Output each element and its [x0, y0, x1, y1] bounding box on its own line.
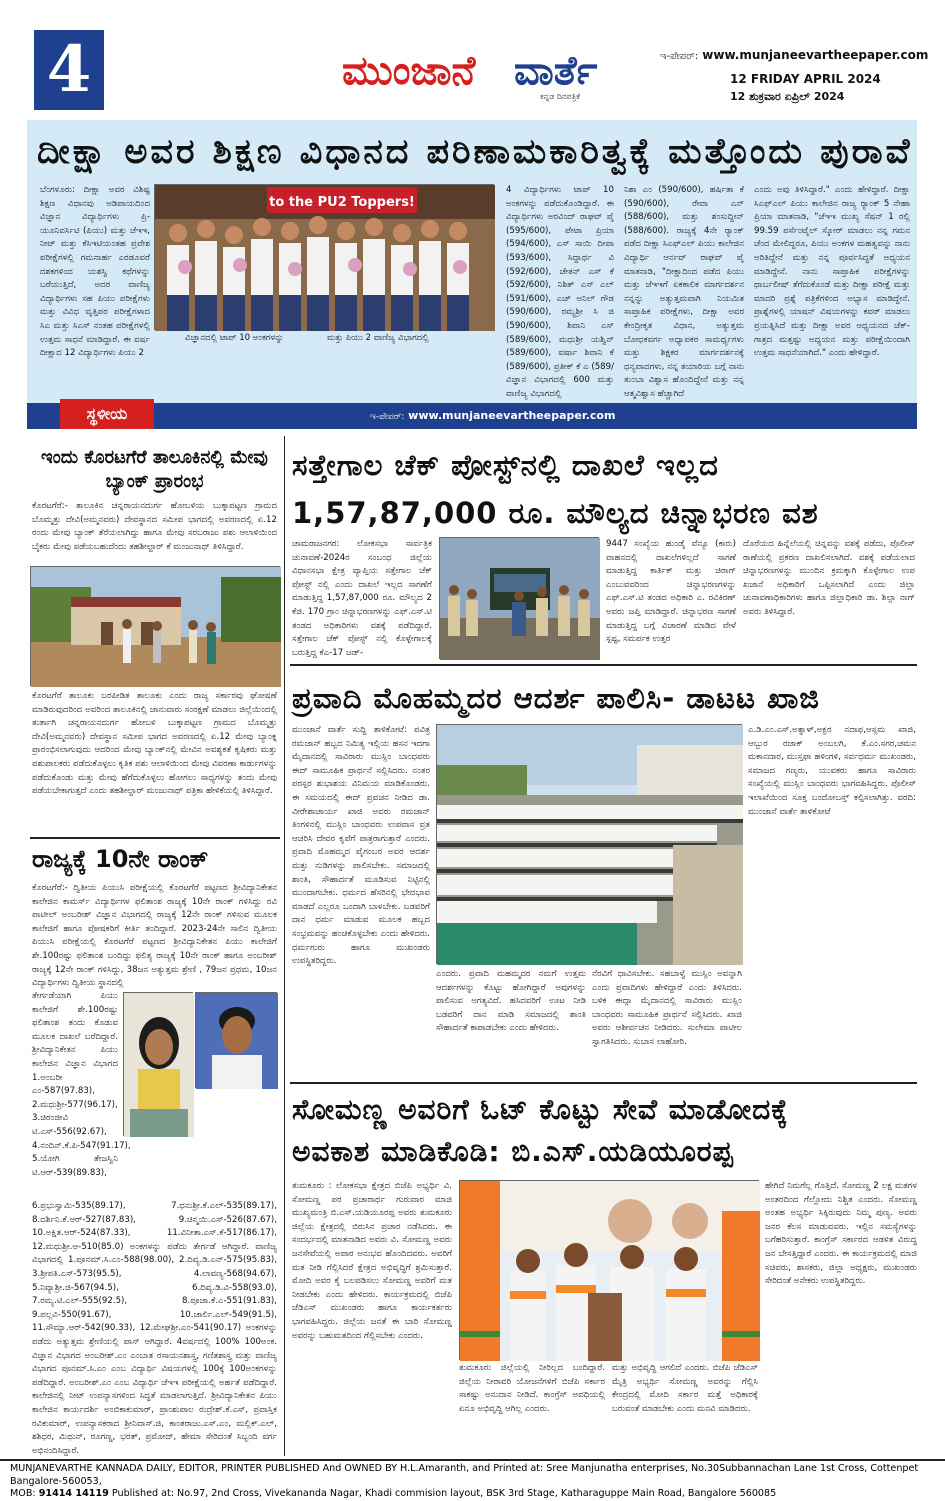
epaper-prefix: ಇ-ಪೇಪರ್: — [660, 51, 699, 62]
student-photo-girl — [123, 992, 193, 1136]
newspaper-logo — [342, 44, 632, 92]
top-story-column-4: ಎಂದು ಅವು ತಿಳಿಸಿದ್ದಾರೆ." ಎಂದು ಹೇಳಿದ್ದಾರೆ. ದೀಕ್ಷಾ ಸಿಎಫ್ಎಲ್ ಪಿಯು ಕಾಲೇಜಿನ ರಾಜ್ಯ ರ‍್ಯಾಂಕ್ 5 ನೇಹಾ ಪ್ರಿಯಾ ಮಾತನಾಡಿ, "ಜೆಇಇ ಮುಖ್ಯ ಸೆಷನ್ 1 ರಲ್ಲಿ 99.59 ಪರ್ಸೆಂಟೈಲ್ ಸ್ಕೋರ್ ಮಾಡಲು ನನ್ನ ಗಮನ ಚೆಂದ ಮೇಲಿದ್ದರೂ, ಪಿಯು ಅಂಕಗಳ ಮಹತ್ವವನ್ನು ನಾನು ಅರಿತಿದ್ದೇನೆ ಮತ್ತು ನನ್ನ ಪೂರ್ವಸಿದ್ಧತೆ ಅಧ್ಯಯನ ಮಾಡಿದ್ದೇನೆ. ನಾನು ಸಾಪ್ತಾಹಿಕ ಪರೀಕ್ಷೆಗಳನ್ನು ಥಾರ್ಬಲೀಷ್ ತೆಗೆದುಕೊಂಡೆ ಮತ್ತು ದೀಕ್ಷಾ ಪರೀಕ್ಷೆ ಮತ್ತು ಮಾದರಿ ಪ್ರಶ್ನೆ ಪತ್ರಿಕೆಗಳಿಂದ ಅಭ್ಯಾಸ ಮಾಡಿದ್ದೇನೆ. ಪ್ರಾಶ್ನೆಗಳಲ್ಲಿ ಯಾಷನ್ ವಿಷಯಗಳನ್ನು ಕವರ್ ಮಾಡಲು ಪ್ರಯತ್ನಿಸಿದೆ ಮತ್ತು ದೀಕ್ಷಾ ಅವರ ಅಧ್ಯಯನದ ಚೆಕ್-ಗಾತ್ರದ ಮತ್ತಷ್ಟು ಅಧ್ಯಯನ ಮತ್ತು ಪರೀಕ್ಷೆಯಿಂದಾಗಿ ಉತ್ತಮ ಸಾಧನೆಯಾಗಿದೆ." ಎಂದು ಹೇಳಿದ್ದಾರೆ. — [754, 185, 910, 359]
prayer-photo — [436, 724, 742, 964]
imprint-line-2 — [10, 1488, 935, 1501]
epaper-url[interactable]: www.munjaneevartheepaper.com — [702, 48, 929, 62]
prophet-column-right: ಎ.ಡಿ.ಎಂ.ಎಸ್.ಅತ್ನಾಳ್,ಅಕ್ಬರ ನದಾಫ,ಆಸ್ಲಮ ಖಾಜಿ, ಆಬ್ಬುರ ರಜಾಕ್ ಅಂಬಲಗಿ, ಕೆ.ಎಂ.ಸಗರ,ಚಮನ ಮಕಾನದಾರ, ಮುಸ್ತಫಾ ಹಳಿಂಗಳಿ, ಸರ್ವಧರ್ಮ ಮುಖಂಡರು, ಸಮಾಜದ ಗಣ್ಯರು, ಯುವಕರು ಹಾಗೂ ಸಾವಿರಾರು ಸಂಖ್ಯೆಯಲ್ಲಿ ಮುಸ್ಲಿಂ ಬಾಂಧವರು ಭಾಗವಹಿಸಿದ್ದರು. ಪೊಲೀಸ್ ಇಲಾಖೆಯಿಂದ ಸೂಕ್ತ ಬಂದೋಬಸ್ತ್ ಕಲ್ಪಿಸಲಾಗಿತ್ತು. ವರದಿ: ಮುಂಜಾನೆ ವಾರ್ತೆ ತಾಳಿಕೋಟೆ — [748, 725, 916, 817]
rank-story-intro: ಕೊರಟಗೆರೆ:- ದ್ವಿತೀಯ ಪಿಯುಸಿ ಪರೀಕ್ಷೆಯಲ್ಲಿ ಕೊರಟಗೆರೆ ಪಟ್ಟಣದ ಶ್ರೀವಿದ್ಯಾನಿಕೇತನ ಕಾಲೇಜಿನ ಕಾಮರ್ಸ್ ವಿದ್ಯಾರ್ಥಿಗಳ ಫಲಿತಾಂಶ ರಾಜ್ಯಕ್ಕೆ 10ನೇ ರಾಂಕ್ ಗಳಿಸಿದ್ದು ರವಿ ಪಾಟೀಲ್ ಅಂಬರೀಶ್ ವಿಜ್ಞಾನ ವಿಭಾಗದಲ್ಲಿ ರಾಜ್ಯಕ್ಕೆ 12ನೇ ರಾಂಕ್ ಗಳಿಸುವ ಮೂಲಕ ಕಾಲೇಜಿಗೆ ಹಾಗೂ ಪೋಷಕರಿಗೆ ಕೀರ್ತಿ ತಂದಿದ್ದಾರೆ. 2023-24ನೇ ಸಾಲಿನ ದ್ವಿತೀಯ ಪಿಯುಸಿ ಪರೀಕ್ಷೆಯಲ್ಲಿ ಕೊರಟಗೆರೆ ಪಟ್ಟಣದ ಶ್ರೀವಿದ್ಯಾನಿಕೇತನ ಪಿಯು ಕಾಲೇಜಿಗೆ ಶೇ.100ರಷ್ಟು ಫಲಿತಾಂಶ ಬಂದಿದ್ದು ಫಲಿತ್ಯ ರಾಜ್ಯಕ್ಕೆ 10ನೇ ರಾಂಕ್ ಹಾಗೂ ಅಂಬರೀಶ್ ರಾಜ್ಯಕ್ಕೆ 12ನೇ ರಾಂಕ್ ಗಳಿಸಿದ್ದು, 38ಜನ ಅತ್ಯುತ್ತಮ ಶ್ರೇಣಿ , 79ಜನ ಪ್ರಥಮ, 10ಜನ ವಿದ್ಯಾರ್ಥಿಗಳು ದ್ವಿತೀಯ ಸ್ಥಾನದಲ್ಲಿ — [32, 883, 277, 989]
photo-banner-text: to the PU2 Toppers! — [269, 195, 415, 210]
checkpost-column-2: 9447 ಸಂಖ್ಯೆಯ ಹುಂಡೈ ವೆನ್ಯೂ (ಕಾರು) ವಾಹನದಲ್ಲಿ ದಾಖಲೆಗಳಿಲ್ಲದೆ ಸಾಗಣೆ ಮಾಡುತ್ತಿದ್ದ ಕಾರ್ತಿಕ್ ಮತ್ತು ಚಿರಾಗ್ ಎಂಬುವವರಿಂದ ಚಿನ್ನಾಭರಣಗಳನ್ನು ಎಫ್.ಎಸ್.ಟಿ ತಂಡದ ಅಧಿಕಾರಿ ಎ. ರವಿಕಿರಣ್ ಅವರು ಜಪ್ತಿ ಮಾಡಿದ್ದಾರೆ. ಚಿನ್ನಾಭರಣ ಸಾಗಣೆ ಮಾಡುತ್ತಿದ್ದ ಬಗ್ಗೆ ವಿಚಾರಣೆ ಮಾಡಿದ ವೇಳೆ ಸ್ಪಷ್ಟ, ಸಮರ್ಪಕ ಉತ್ತರ — [606, 539, 736, 645]
newspaper-tagline: ಕನ್ನಡ ದಿನಪತ್ರಿಕೆ — [540, 92, 581, 101]
top-story-column-1: ಬೆಂಗಳೂರು: ದೀಕ್ಷಾ ಅವರ ವಿಶಿಷ್ಟ ಶಿಕ್ಷಣ ವಿಧಾನವು ಅಡಿಪಾಯದಿಂದ ವಿಜ್ಞಾನ ವಿದ್ಯಾರ್ಥಿಗಳು ಪ್ರಿ-ಯೂನಿವರ್ಸಿಟಿ (ಪಿಯು) ಮತ್ತು ಜೆಇಇ, ನೀಟ್ ಮತ್ತು ಕೆಸಿಇಟಿಯಂತಹ ಪ್ರವೇಶ ಪರೀಕ್ಷೆಗಳಲ್ಲಿ ಗಮನಾರ್ಹ ಎರಡೂವರೆ ದಶಕಗಳಿಂದ ಯಶಸ್ವಿ ಕಥೆಗಳನ್ನು ಬರೆಯುತ್ತಿದೆ, ಅದರ ವಾಣಿಜ್ಯ ವಿದ್ಯಾರ್ಥಿಗಳು ಸಹ ಪಿಯು ಪರೀಕ್ಷೆಗಳು ಮತ್ತು ವಿವಿಧ ವೃತ್ತಿಪರ ಪರೀಕ್ಷೆಗಳಾದ ಸಿಎ ಮತ್ತು ಸಿಎಸ್ ನಂತಹ ಪರೀಕ್ಷೆಗಳಲ್ಲಿ ಉತ್ತಮ ಸಾಧನೆ ಮಾಡಿದ್ದಾರೆ. ಈ ವರ್ಷ ದೀಕ್ಷಾದ 12 ವಿದ್ಯಾರ್ಥಿಗಳು ಪಿಯು 2 — [40, 185, 150, 359]
yeddyurappa-column-mid-1: ತುಮಕೂರು ಜಿಲ್ಲೆಯಲ್ಲಿ ನೀರಿಲ್ಲದ ಬಂದಿದ್ದಾರೆ. ಜಿಲ್ಲೆಯ ನೀರಾವರಿ ಯೋಜನೆಗಳಿಗೆ ಬಿಜೆಪಿ ಸರ್ಕಾರ ಸಾಕಷ್ಟು ಅನುದಾನ ನೀಡಿದೆ. ಕಾಂಗ್ರೆಸ್ ಅವಧಿಯಲ್ಲಿ ಏನೂ ಅಭಿವೃದ್ಧಿ ಆಗಿಲ್ಲ ಎಂದರು. — [459, 1363, 605, 1414]
page-number: 4 — [34, 30, 104, 110]
yeddyurappa-column-left: ತುಮಕೂರು : ಲೋಕಸಭಾ ಕ್ಷೇತ್ರದ ಬಿಜೆಪಿ ಅಭ್ಯರ್ಥಿ ವಿ. ಸೋಮಣ್ಣ ಪರ ಪ್ರಚಾರಾರ್ಥ ಗುರುವಾರ ಮಾಜಿ ಮುಖ್ಯಮಂತ್ರಿ ಬಿ.ಎಸ್.ಯಡಿಯೂರಪ್ಪ ಅವರು ತುಮಕೂರು ಜಿಲ್ಲೆಯ ಕ್ಷೇತ್ರದಲ್ಲಿ ಬಿರುಸಿನ ಪ್ರಚಾರ ನಡೆಸಿದರು. ಈ ಸಂದರ್ಭದಲ್ಲಿ ಮಾತನಾಡಿದ ಅವರು ವಿ. ಸೋಮಣ್ಣ ಅವರು ಜನಸೇವೆಯಲ್ಲಿ ಅಪಾರ ಅನುಭವ ಹೊಂದಿದವರು. ಅವರಿಗೆ ಮತ ನೀಡಿ ಗೆಲ್ಲಿಸಿದರೆ ಕ್ಷೇತ್ರದ ಅಭಿವೃದ್ಧಿಗೆ ಶ್ರಮಿಸುತ್ತಾರೆ. ಮೋದಿ ಅವರ ಕೈ ಬಲಪಡಿಸಲು ಸೋಮಣ್ಣ ಅವರಿಗೆ ಮತ ನೀಡಬೇಕು ಎಂದು ಹೇಳಿದರು. ಕಾರ್ಯಕ್ರಮದಲ್ಲಿ ಬಿಜೆಪಿ ಜೆಡಿಎಸ್ ಮುಖಂಡರು ಹಾಗೂ ಕಾರ್ಯಕರ್ತರು ಭಾಗವಹಿಸಿದ್ದರು. ಜಿಲ್ಲೆಯ ಜನತೆ ಈ ಬಾರಿ ಸೋಮಣ್ಣ ಅವರನ್ನು ಬಹುಮತದಿಂದ ಗೆಲ್ಲಿಸಬೇಕು ಎಂದರು. — [292, 1181, 452, 1341]
section-epaper-link[interactable] — [370, 409, 615, 422]
imprint-footer — [0, 1463, 945, 1501]
photo-caption-left: ವಿಜ್ಞಾನದಲ್ಲಿ ಟಾಪ್ 10 ಅಂಕಗಳನ್ನು — [185, 333, 284, 343]
rank-story-side: ತೇರ್ಗಡೆಯಾಗಿ ಪಿಯು ಕಾಲೇಜಿಗೆ ಶೇ.100ರಷ್ಟು ಫಲಿತಾಂಶ ತಂದು ಕೊಡುವ ಮೂಲಕ ದಾಖಲೆ ಬರೆದಿದ್ದಾರೆ. ಶ್ರೀವಿದ್ಯಾನಿಕೇತನ ಪಿಯು ಕಾಲೇಜಿನ ವಿಜ್ಞಾನ ವಿಭಾಗದ 1.ಅಂಬರೀ ಎಂ-587(97.83), 2.ಮಧುಶ್ರೀ-577(96.17), 3.ಚಿರಂಜೀವಿ ಟಿ.ಎಸ್-556(92.67), 4.ನಂದಿನ್.ಕೆ.ಪಿ-547(91.17), 5.ಯೋಗಿ ತೇಜಸ್ವಿನಿ ಟಿ.ಆರ್-539(89.83), — [32, 991, 131, 1178]
section-epaper-url[interactable]: www.munjaneevartheepaper.com — [408, 409, 616, 422]
mobile-label: MOB: — [10, 1488, 36, 1499]
checkpost-column-3: ದೊರೆಯದ ಹಿನ್ನೆಲೆಯಲ್ಲಿ ಚಿನ್ನವನ್ನು ವಶಕ್ಕೆ ಪಡೆದು, ಪೊಲೀಸ್ ಠಾಣೆಯಲ್ಲಿ ಪ್ರಕರಣ ದಾಖಲಿಸಲಾಗಿದೆ. ವಶಕ್ಕೆ ಪಡೆಯಲಾದ ಚಿನ್ನಾಭರಣಗಳನ್ನು ಮುಂದಿನ ಕ್ರಮಕ್ಕಾಗಿ ಕೊಳ್ಳೇಗಾಲ ಉಪ ಖಜಾನೆ ಅಧಿಕಾರಿಗೆ ಒಪ್ಪಿಸಲಾಗಿದೆ ಎಂದು ಜಿಲ್ಲಾ ಚುನಾವಣಾಧಿಕಾರಿಗಳು ಹಾಗೂ ಜಿಲ್ಲಾಧಿಕಾರಿ ಡಾ. ಶಿಲ್ಪಾ ನಾಗ್ ಅವರು ತಿಳಿಸಿದ್ದಾರೆ. — [743, 539, 915, 617]
checkpost-photo — [439, 537, 599, 659]
checkpost-headline-line1[interactable]: ಸತ್ತೇಗಾಲ ಚೆಕ್ ಪೋಸ್ಟ್‌ನಲ್ಲಿ ದಾಖಲೆ ಇಲ್ಲದ — [292, 448, 719, 482]
rally-photo — [459, 1180, 759, 1360]
yeddyurappa-headline-line1[interactable]: ಸೋಮಣ್ಣ ಅವರಿಗೆ ಓಟ್ ಕೊಟ್ಟು ಸೇವೆ ಮಾಡೋದಕ್ಕೆ — [292, 1093, 789, 1126]
edition-date-kannada: 12 ಶುಕ್ರವಾರ ಏಪ್ರಿಲ್ 2024 — [730, 90, 845, 103]
prophet-column-left-cont — [292, 968, 430, 1080]
svg-text:ವಾರ್ತೆ: ವಾರ್ತೆ — [514, 48, 598, 94]
fodder-story-headline[interactable]: ಇಂದು ಕೊರಟಗೆರೆ ತಾಲೂಕಿನಲ್ಲಿ ಮೇವು ಬ್ಯಾಂಕ್ ಪ್ರಾರಂಭ — [41, 447, 268, 492]
yeddyurappa-column-right: ಹೇಗಿದೆ ನಿಮಗೆಲ್ಲ ಗೊತ್ತಿದೆ. ಸೋಮಣ್ಣ 2 ಲಕ್ಷ ಮತಗಳ ಅಂತರದಿಂದ ಗೆಲ್ಲೋದು ನಿಶ್ಚಿತ ಎಂದರು. ಸೋಮಣ್ಣ ಅಂತಹ ಅಭ್ಯರ್ಥಿ ಸಿಕ್ಕಿರುವುದು ನಿಮ್ಮ ಪುಣ್ಯ. ಅವರು ಜನರ ಕೆಲಸ ಮಾಡುವವರು. ಇಲ್ಲಿನ ಸಮಸ್ಯೆಗಳನ್ನು ಬಗೆಹರಿಸುತ್ತಾರೆ. ಕಾಂಗ್ರೆಸ್ ಸರ್ಕಾರದ ಆಡಳಿತ ವಿರುದ್ಧ ಜನ ಬೇಸತ್ತಿದ್ದಾರೆ ಎಂದರು. ಈ ಕಾರ್ಯಕ್ರಮದಲ್ಲಿ ಮಾಜಿ ಸಚಿವರು, ಶಾಸಕರು, ಜಿಲ್ಲಾ ಅಧ್ಯಕ್ಷರು, ಮುಖಂಡರು ಸೇರಿದಂತೆ ಅನೇಕರು ಉಪಸ್ಥಿತರಿದ್ದರು. — [765, 1181, 917, 1287]
story-separator — [290, 1082, 917, 1084]
prophet-column-left: ಮುಂಜಾನೆ ವಾರ್ತೆ ಸುದ್ದಿ ತಾಳಿಕೋಟೆ: ಪವಿತ್ರ ರಮಜಾನ್ ಹಬ್ಬದ ನಿಮಿತ್ಯ ಇಲ್ಲಿಯ ಹಸನ ಇದಗಾ ಮೈದಾನದಲ್ಲಿ ಸಾವಿರಾರು ಮುಸ್ಲಿಂ ಬಾಂಧವರು ಈದ್ ಸಾಮೂಹಿಕ ಪ್ರಾರ್ಥನೆ ಸಲ್ಲಿಸಿದರು. ನಂತರ ಪರಸ್ಪರ ಶುಭಾಶಯ ವಿನಿಮಯ ಮಾಡಿಕೊಂಡರು. ಈ ಸಮಯದಲ್ಲಿ ಈದ್ ಪ್ರವಚನ ನೀಡಿದ ಡಾ. ವೀರೇಶಾಚಾರ್ಯ ಖಾಜಿ ಅವರು ರಮಜಾನ್ ತಿಂಗಳಿನಲ್ಲಿ ಮುಸ್ಲಿಂ ಬಾಂಧವರು ಉಪವಾಸ ವ್ರತ ಆಚರಿಸಿ ದೇವರ ಕೃಪೆಗೆ ಪಾತ್ರರಾಗುತ್ತಾರೆ ಎಂದರು. ಪ್ರವಾದಿ ಮೊಹಮ್ಮದ ಪೈಗಂಬರ ಅವರ ಆದರ್ಶ ಮತ್ತು ನುಡಿಗಳನ್ನು ಪಾಲಿಸಬೇಕು. ಸಮಾಜದಲ್ಲಿ ಶಾಂತಿ, ಸೌಹಾರ್ದತೆ ಮೂಡಿಸುವ ನಿಟ್ಟಿನಲ್ಲಿ ಮುಂದಾಗಬೇಕು. ಧರ್ಮದ ಹೆಸರಿನಲ್ಲಿ ಭೇದಭಾವ ಮಾಡದೆ ಎಲ್ಲರೂ ಒಂದಾಗಿ ಬಾಳಬೇಕು. ಬಡವರಿಗೆ ದಾನ ಧರ್ಮ ಮಾಡುವ ಮೂಲಕ ಹಬ್ಬದ ಸಂಭ್ರಮವನ್ನು ಹಂಚಿಕೊಳ್ಳಬೇಕು ಎಂದು ಹೇಳಿದರು. ಧರ್ಮಗುರು ಹಾಗೂ ಮುಖಂಡರು ಉಪಸ್ಥಿತರಿದ್ದರು. — [292, 725, 430, 967]
yeddyurappa-column-mid-2: ಮತ್ತು ಅಭಿವೃದ್ಧಿ ಆಗಲಿದೆ ಎಂದರು. ಬಿಜೆಪಿ ಜೆಡಿಎಸ್ ಮೈತ್ರಿ ಅಭ್ಯರ್ಥಿ ಸೋಮಣ್ಣ ಅವರನ್ನು ಗೆಲ್ಲಿಸಿ ಕೇಂದ್ರದಲ್ಲಿ ಮೋದಿ ಸರ್ಕಾರ ಮತ್ತೆ ಅಧಿಕಾರಕ್ಕೆ ಬರುವಂತೆ ಮಾಡಬೇಕು ಎಂದು ಮನವಿ ಮಾಡಿದರು. — [612, 1363, 758, 1414]
mobile-number[interactable]: 91414 14119 — [38, 1488, 109, 1499]
student-photo-boy — [195, 992, 277, 1088]
story-separator — [290, 664, 917, 666]
published-address: Published at: No.97, 2nd Cross, Vivekananda Nagar, Khadi commision layout, BSK 3rd Stage, Katharaguppe Main Road, Bangalore 560085 — [111, 1488, 777, 1499]
fodder-story-body: ಕೊರಟಗೆರೆ ತಾಲೂಕು ಬರಪೀಡಿತ ತಾಲೂಕು ಎಂದು ರಾಜ್ಯ ಸರ್ಕಾರವು ಘೋಷಣೆ ಮಾಡಿರುವುದರಿಂದ ಅವರಿಂದ ತಾಲೂಕಿನಲ್ಲಿ ಜಾನುವಾರು ಸಂರಕ್ಷಣೆ ಮಾಡಲು ಜಿಲ್ಲೆಯಿಂದಲ್ಲಿ ತುರ್ತಾಗಿ ಚನ್ನರಾಯನದುರ್ಗ ಹೋಬಳಿ ಬುಕ್ಕಾಪಟ್ಟಣ ಗ್ರಾಮದ ಬೊಮ್ಮತ್ತು ದೇವಿ(ಅಮ್ಮನವರು) ದೇವಸ್ಥಾನ ಸಮೀಪ ಭಾಗದ ಅವರಣದಲ್ಲಿ ಏ.12 ಮೇವು ಬ್ಯಾಂಕ್ನ ಪ್ರಾರಂಭಿಸಲಾಗುವುದು ಆದರಿಂದ ಮೇವು ಬ್ಯಾಂಕ್‌ನಲ್ಲಿ ಮೇವಿನ ಅವಶ್ಯಕತೆ ಕೃಷಿಕರು ಮತ್ತು ಪಶುಪಾಲಕರು ಪಡೆದುಕೊಳ್ಳಲು ಕೃತಿಕ ಪಶು ಆಲಾಳಿಯಿಂದ ಮೇವು ವಿವರಣಾ ಕಾರ್ಡುಗಳನ್ನು ಪಡೆದುಕೊಂಡು ಮತ್ತು ಮೇವು ಹೆಗೆದುಕೊಳ್ಳಲು ಹೋಗಲು ಸಾಧ್ಯಗಳನ್ನು ತಂದು ಮೇವು ಪಡೆಯಬೇಕಾಗುತ್ತದೆ ಎಂದು ತಹಶೀಲ್ದಾರ್ ಮಂಜುನಾಥ್ ಪತ್ರಿಕಾ ಹೇಳಿಕೆಯಲ್ಲಿ ತಿಳಿಸಿದ್ದಾರೆ. — [32, 691, 277, 797]
prophet-column-mid-1: ಎಂದರು. ಪ್ರವಾದಿ ಮಹಮ್ಮದರ ನಮಗೆ ಉತ್ತಮ ಆದರ್ಶಗಳನ್ನು ಕೊಟ್ಟು ಹೋಗಿದ್ದಾರೆ ಅವುಗಳನ್ನು ಪಾಲಿಸುವ ಅಗತ್ಯವಿದೆ. ಹಸಿದವರಿಗೆ ಊಟ ನೀಡಿ ಬಡವರಿಗೆ ದಾನ ಮಾಡಿ ಸಮಾಜದಲ್ಲಿ ಶಾಂತಿ ಸೌಹಾರ್ದತೆ ಕಾಪಾಡಬೇಕು ಎಂದು ಹೇಳಿದರು. — [436, 969, 586, 1034]
top-story-column-2: 4 ವಿದ್ಯಾರ್ಥಿಗಳು ಟಾಪ್ 10 ಅಂಕಗಳನ್ನು ಪಡೆದುಕೊಂಡಿದ್ದಾರೆ. ಈ ವಿದ್ಯಾರ್ಥಿಗಳು ಅರವಿಂದ್ ರಾಘವ್ ಪೈ (595/600), ಪೇಟಾ ಪ್ರಿಯಾ (594/600), ಎಸ್ ಸಾಯಿ ದೀಪಾ (593/600), ಸಿದ್ದಾರ್ಥ ವಿ (592/600), ಚೇತನ್ ಎಸ್ ಕೆ (592/600), ನಿಶಿತ್ ಎಸ್ ಎಲ್ (591/600), ಎಚ್ ಅನಿಲ್ ಗೌಡ (590/600), ರಮ್ಯಶ್ರೀ ಸಿ ಜಿ (590/600), ಶಿವಾನಿ ಎಸ್ (589/600), ಮಧುಶ್ರೀ ಯಶ್ವಿನ್ (589/600), ವರ್ಷಾ ಶಿವಾನಿ ಕೆ (589/600), ಪ್ರತೀಕ್ ಕೆ ಎ (589/ ವಿಜ್ಞಾನ ವಿಭಾಗದಲ್ಲಿ 600 ಮತ್ತು ವಾಣಿಜ್ಯ ವಿಭಾಗದಲ್ಲಿ — [506, 185, 615, 399]
footer-rule — [0, 1459, 945, 1461]
yeddyurappa-headline-line2[interactable]: ಅವಕಾಶ ಮಾಡಿಕೊಡಿ: ಬಿ.ಎಸ್.ಯಡಿಯೂರಪ್ಪ — [292, 1135, 734, 1168]
photo-caption-right: ಮತ್ತು ಪಿಯು 2 ವಾಣಿಜ್ಯ ವಿಭಾಗದಲ್ಲಿ — [327, 333, 429, 343]
epaper-link[interactable] — [660, 48, 928, 62]
prophet-headline[interactable]: ಪ್ರವಾದಿ ಮೊಹಮ್ಮದರ ಆದರ್ಶ ಪಾಲಿಸಿ- ಡಾಟಟ ಖಾಜಿ — [292, 681, 820, 715]
svg-text:ಮುಂಜಾನೆ: ಮುಂಜಾನೆ — [342, 48, 476, 94]
top-story-column-3: ನಿಶಾ ಎಂ (590/600), ಹರ್ಷಿತಾ ಕೆ (590/600), ರೇವಾ ಎನ್ (588/600), ಮತ್ತು ಶಂಸುದ್ದೀನ್ (588/600). ರಾಜ್ಯಕ್ಕೆ 4ನೇ ರ‍್ಯಾಂಕ್ ಪಡೆದ ದೀಕ್ಷಾ ಸಿಎಫ್ಎಲ್ ಪಿಯು ಕಾಲೇಜಿನ ವಿದ್ಯಾರ್ಥಿ ಆರ್ನವ್ ರಾಘವ್ ಪೈ ಮಾತನಾಡಿ, "ದೀಕ್ಷಾದಿಂದ ಪಡೆದ ಪಿಯು ಮತ್ತು ಜೆಇಇಗೆ ಏಕಕಾಲಿಕ ಮಾರ್ಗದರ್ಶನ ನನ್ನನ್ನು ಅತ್ಯುತ್ತಮವಾಗಿ ನಿಯಮಿತ ಸಾಪ್ತಾಹಿಕ ಪರೀಕ್ಷೆಗಳು, ದೀಕ್ಷಾ ಅವರ ಕೇಂದ್ರೀಕೃತ ವಿಧಾನ, ಅತ್ಯುತ್ತಮ ಬೋಧಕವರ್ಗ ಅಧ್ಯಾಪಕರ ಸಾಮರ್ಥ್ಯಗಳು ಮತ್ತು ಶಿಕ್ಷಕರ ಮಾರ್ಗದರ್ಶನಕ್ಕೆ ಧನ್ಯವಾದಗಳು, ನನ್ನ ತಯಾರಿಯ ಬಗ್ಗೆ ನಾನು ತುಂಬಾ ವಿಶ್ವಾಸ ಹೊಂದಿದ್ದೇನೆ ಮತ್ತು ನನ್ನ ಆತ್ಮವಿಶ್ವಾಸ ಹೆಚ್ಚಾಗಿದೆ — [624, 185, 744, 399]
checkpost-column-1: ಚಾಮರಾಜನಗರ: ಲೋಕಸಭಾ ಸಾರ್ವತ್ರಿಕ ಚುನಾವಣೆ-2024ರ ಸಂಬಂಧ ಜಿಲ್ಲೆಯ ವಿಧಾನಸಭಾ ಕ್ಷೇತ್ರ ವ್ಯಾಪ್ತಿಯ ಸತ್ತೇಗಾಲ ಚೆಕ್ ಪೋಸ್ಟ್ ನಲ್ಲಿ ಎಂದು ದಾಖಲೆ ಇಲ್ಲದ ಸಾಗಣೆಗೆ ಮಾಡುತ್ತಿದ್ದ 1,57,87,000 ರೂ. ಮೌಲ್ಯದ 2 ಕೆಜಿ. 170 ಗ್ರಾಂ ಚಿನ್ನಾಭರಣಗಳನ್ನು ಎಫ್.ಎಸ್.ಟಿ ತಂಡದ ಅಧಿಕಾರಿಗಳು ವಶಕ್ಕೆ ಪಡೆದಿದ್ದಾರೆ. ಸತ್ತೇಗಾಲ ಚೆಕ್ ಪೋಸ್ಟ್ ನಲ್ಲಿ ಕೊಳ್ಳೇಗಾಲಕ್ಕೆ ಬರುತ್ತಿದ್ದ ಕೆಎ-17 ಜಡ್- — [292, 539, 432, 658]
rank-story-headline[interactable]: ರಾಜ್ಯಕ್ಕೆ 10ನೇ ರಾಂಕ್ — [32, 845, 209, 873]
section-epaper-prefix: ಇ-ಪೇಪರ್: — [370, 412, 405, 422]
top-story-photo — [154, 184, 494, 330]
imprint-line-1: MUNJANEVARTHE KANNADA DAILY, EDITOR, PRINTER PUBLISHED And OWNED BY H.L.Amaranth, and Printed at: Sree Manjunatha enterprises, No.30Subbannachan Lane 1st Cross, Cottenpet Bangalore-560053, — [10, 1463, 919, 1487]
rank-story-results: 6.ಪ್ರಭುಸ್ವಾಮಿ-535(89.17), 7.ಧನುಶ್ರೀ.ಕೆ.ಎಲ್-535(89.17), 8.ದರ್ಶಿನಿ.ಕೆ.ಆರ್-527(87.83), 9.ಚಿನ್ಮಯಿ.ಎಸ್-526(87.67), 10.ಅಕ್ಷಿತ.ಆರ್-524(87.33), 11.ವಿನೀತಾ.ಎಸ್.ಕೆ-517(86.17), 12.ಮಧುಶ್ರೀ.ಆ-510(85.0) ಅಂಕಗಳನ್ನು ಪಡೆದು ತೇರ್ಗಡೆ ಆಗಿದ್ದಾರೆ. ವಾಣಿಜ್ಯ ವಿಭಾಗದಲ್ಲಿ 1.ಪೂನಮ್.ಸಿ.ಎಂ-588(98.00), 2.ದಿವ್ಯ.ಡಿ.ಎನ್-575(95.83), 3.ಶ್ರೀಪತಿ.ಎಸ್-573(95.5), 4.ಲಾವಣ್ಯ-568(94.67), 5.ನಿವ್ಯಾಶ್ರೀ.ಜಿ-567(94.5), 6.ದಿವ್ಯ.ಡಿ.ವಿ-558(93.0), 7.ರಮ್ಯ.ಟಿ.ಎಲ್-555(92.5), 8.ಪೂಜಾ.ಕೆ.ಎ-551(91.83), 9.ಪಲ್ಲವಿ-550(91.67), 10.ಚಾರ್ಲಿ.ಎಲ್-549(91.5), 11.ಸೌಮ್ಯಾ.ಆರ್-542(90.33), 12.ಮೇಘಶ್ರೀ.ಎಂ-541(90.17) ಅಂಕಗಳನ್ನು ಪಡೆದು ಅತ್ಯುತ್ತಮ ಶ್ರೇಣಿಯಲ್ಲಿ ಪಾಸ್ ಆಗಿದ್ದಾರೆ. 4ವರ್ಷದಲ್ಲಿ 100% 100ಅಂಕ. ವಿಜ್ಞಾನ ವಿಭಾಗದ ಅಂಬರೀಶ್.ಎಂ ಎಂಬಾತ ರಸಾಯನಶಾಸ್ತ್ರ, ಗಣಿತಶಾಸ್ತ್ರ ಮತ್ತು ವಾಣಿಜ್ಯ ವಿಭಾಗದ ಪೂನಮ್.ಸಿ.ಎಂ ಎಂಬ ವಿದ್ಯಾರ್ಥಿ ವಿಷಯಗಳಲ್ಲಿ 100ಕ್ಕೆ 100ಅಂಕಗಳನ್ನು ಪಡೆದಿದ್ದಾರೆ. ಅಂಬರೀಶ್.ಎಂ ಎಂಬ ವಿದ್ಯಾರ್ಥಿ ಜೆಇಇ ಪರೀಕ್ಷೆಯಲ್ಲಿ ಅರ್ಹತೆ ಪಡೆದಿದ್ದಾರೆ. ಕಾಲೇಜಿನಲ್ಲಿ ನೀಟ್ ಉಪನ್ಯಾಸಗಳಿಂದ ಸಿದ್ಧತೆ ಮಾಡಲಾಗುತ್ತಿದೆ. ಶ್ರೀವಿದ್ಯಾನಿಕೇತನ ಪಿಯು ಕಾಲೇಜಿನ ಕಾರ್ಯದರ್ಶಿ ಅಂಬಿಕಾಕುಮಾರ್, ಪ್ರಾಂಶುಪಾಲ ರುದ್ರೇಶ್.ಕೆ.ಎಸ್, ಪ್ರವಾಸ್ತಿಕ ರವಿಕುಮಾರ್, ಉಪನ್ಯಾಸಕರಾದ ಶ್ರೀನಿವಾಸ್.ಜಿ, ಕಾಂತರಾಜು.ಎಸ್.ಎಂ, ಮಲ್ಲಿಕ್.ಎಲ್, ಶಶಿಧರ, ಮಿಥುನ್, ರೂಗಣ್ಣ, ಭರತ್, ಪ್ರಮೋದ್, ಹೇಮಾ ಸೇರಿದಂತೆ ಸಿಬ್ಬಂದಿ ವರ್ಗ ಅಭಿನಂದಿಸಿದ್ದಾರೆ. — [32, 1201, 277, 1456]
top-story-headline[interactable]: ದೀಕ್ಷಾ ಅವರ ಶಿಕ್ಷಣ ವಿಧಾನದ ಪರಿಣಾಮಕಾರಿತ್ವಕ್ಕೆ ಮತ್ತೊಂದು ಪುರಾವೆ — [37, 132, 913, 172]
column-divider — [284, 436, 285, 1456]
checkpost-headline-line2[interactable]: 1,57,87,000 ರೂ. ಮೌಲ್ಯದ ಚಿನ್ನಾಭರಣ ವಶ — [292, 496, 819, 530]
story-separator — [30, 837, 280, 839]
prophet-column-mid-2: ನೆರವಿಗೆ ಧಾವಿಸಬೇಕು. ಸಹಬಾಳ್ವೆ ಮುಸ್ಲಿಂ ಅವನ್ನಾಗಿ ಎಂದು ಪ್ರವಾದಿಗಳು ಹೇಳಿದ್ದಾರೆ ಎಂದು ತಿಳಿಸಿದರು. ಬಳಿಕ ಈದ್ಗಾ ಮೈದಾನದಲ್ಲಿ ಸಾವಿರಾರು ಮುಸ್ಲಿಂ ಬಾಂಧವರು ಸಾಮೂಹಿಕ ಪ್ರಾರ್ಥನೆ ಸಲ್ಲಿಸಿದರು. ಖಾಜಿ ಅವರು ಆಶೀರ್ವಚನ ನೀಡಿದರು. ಸುಲೇಮಾ ಪಾಟೀಲ ಸ್ವಾಗತಿಸಿದರು. ಸುಬಾಸ ಲಾಹೋರಿ. — [592, 969, 742, 1047]
edition-date-english: 12 FRIDAY APRIL 2024 — [730, 72, 881, 86]
section-label-local[interactable]: ಸ್ಥಳೀಯ — [60, 399, 154, 429]
fodder-story-photo — [30, 566, 280, 686]
fodder-story-intro: ಕೊರಟಗೆರೆ:- ತಾಲೂಕಿನ ಚನ್ನರಾಯನದುರ್ಗ ಹೋಬಳಿಯ ಬುಕ್ಕಾಪಟ್ಟಣ ಗ್ರಾಮದ ಬೊಮ್ಮತ್ತು ದೇವಿ(ಅಮ್ಮನವರು) ದೇವಸ್ಥಾನದ ಸಮೀಪ ಭಾಗದಲ್ಲಿ ಅವರಣದಲ್ಲಿ ಏ.12 ರಂದು ಮೇವು ಬ್ಯಾಂಕ್ ತೆರೆಯಲಾಗಿದ್ದು ಹಾಗೂ ಮೇವು ಸರಬರಾಜು ಪಶು ಆಲಾಳಿಯಿಂದ ಬೈಕರು ಮೇವು ಪಡೆಯಬಹುದೆಂದು ತಹಶೀಲ್ದಾರ್ ಕೆ ಮಂಜುನಾಥ್ ತಿಳಿಸಿದ್ದಾರೆ. — [32, 501, 277, 552]
